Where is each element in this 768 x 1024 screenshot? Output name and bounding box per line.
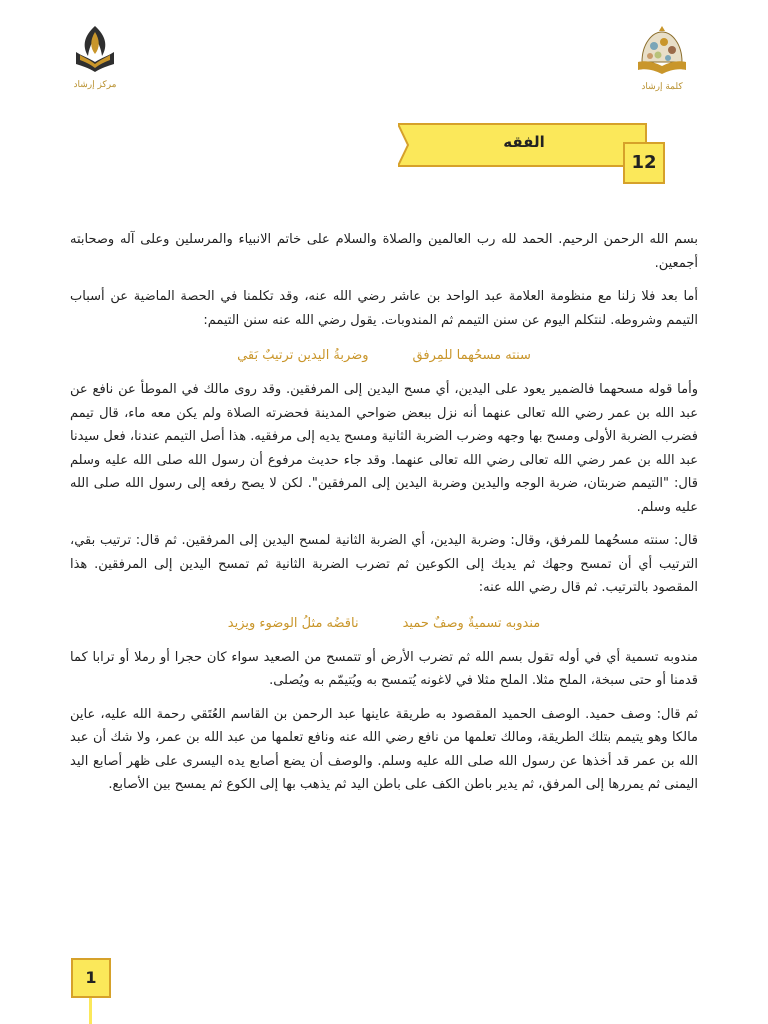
introduction-paragraph: أما بعد فلا زلنا مع منظومة العلامة عبد الواحد بن عاشر رضي الله عنه، وقد تكلمنا في الحصة الماضية عن أسباب التيمم وشروطه. لنتكلم اليوم عن سنن التيمم ثم المندوبات. يقول رضي الله عنه سنن التيمم: bbox=[70, 289, 698, 328]
kalimat-ershad-logo bbox=[632, 22, 692, 90]
left-logo-caption: مركز إرشاد bbox=[73, 80, 117, 90]
page-marker-line bbox=[89, 998, 92, 1024]
title-banner bbox=[398, 122, 650, 168]
explanation-paragraph: وأما قوله مسحهما فالضمير يعود على اليدين، أي مسح اليدين إلى المرفقين. وقد روى مالك في الموطأ عن نافع عن عبد الله بن عمر رضي الله تعالى عنهما أنه نزل ببعض ضواحي المدينة فحضرته الصلاة ولم يكن معه ماء، قال تيمم فضرب الضربة الأولى ومسح بها وجهه وضرب الضربة الثانية ومسح يديه إلى مرفقيه. هذا أصل التيمم عندنا، فعل سيدنا عبد الله بن عمر رضي الله تعالى رضي الله تعالى عنهما. وقد جاء حديث مرفوع أن رسول الله صلى الله عليه وسلم قال: "التيمم ضربتان، ضربة الوجه واليدين وضربة اليدين إلى المرفقين". لكن لا يصح رفعه إلى رسول الله صلى الله عليه وسلم. bbox=[70, 382, 698, 515]
ershad-center-logo bbox=[62, 22, 128, 88]
tasmiya-paragraph: مندوبه تسمية أي في أوله تقول بسم الله ثم تضرب الأرض أو تتمسح من الصعيد سواء كان حجرا أو رملا أو ترابا كما قدمنا أو حتى سبخة، الملح مثلا. الملح مثلا في لاغونه يُتمسح به ويُتيمّم به ويُصلى. bbox=[70, 649, 698, 688]
verse-first-hemistich: مندوبه تسميةٌ وصفٌ حميد bbox=[402, 615, 541, 631]
verse-second-hemistich: وضربةُ اليدين ترتيبٌ بَقي bbox=[237, 348, 369, 363]
verse-first-hemistich: سنته مسحُهما للمِرفق bbox=[412, 348, 531, 363]
poem-verse-sunan bbox=[70, 342, 698, 370]
lesson-body bbox=[70, 228, 698, 807]
verse-second-hemistich: ناقضُه مثلُ الوضوء ويزيد bbox=[227, 615, 359, 631]
description-paragraph: ثم قال: وصف حميد. الوصف الحميد المقصود به طريقة عاينها عبد الرحمن بن القاسم العُتَقي رحمة الله عليه، عاين مالكا وهو يتيمم بتلك الطريقة، ومالك تعلمها من نافع رضي الله عنه ونافع تعلمها من عبد الله بن عمر، ولا شك أن عبد الله بن عمر قد أخذها عن رسول الله صلى الله عليه وسلم. والوصف أن يضع أصابع يده اليسرى على ظهر أصابع اليد اليمنى ثم يمررها إلى المرفق، ثم يدير باطن الكف على باطن اليد ثم يذهب بها إلى الكوع ثم يمسح بين الأصابع. bbox=[70, 706, 698, 792]
mosaic-dome-book-logo-icon bbox=[632, 22, 692, 78]
section-title: الفقه bbox=[503, 133, 545, 151]
chapter-number-badge: 12 bbox=[623, 142, 665, 184]
opening-paragraph: بسم الله الرحمن الرحيم. الحمد لله رب العالمين والصلاة والسلام على خاتم الانبياء والمرسلين وعلى آله وصحابته أجمعين. bbox=[70, 232, 698, 271]
order-paragraph: قال: سنته مسحُهما للمرفق، وقال: وضربة اليدين، أي الضربة الثانية لمسح اليدين إلى المرفقين. ثم قال: ترتيب بقي، الترتيب أي أن تمسح وجهك ثم يديك إلى الكوعين ثم تضرب الضربة الثانية ثم تمسح اليدين إلى المرفقين. هذا المقصود بالترتيب. ثم قال رضي الله عنه: bbox=[70, 533, 698, 595]
poem-verse-mandub bbox=[70, 610, 698, 638]
page-number-badge: 1 bbox=[71, 958, 111, 998]
flame-book-logo-icon bbox=[62, 22, 128, 78]
right-logo-caption: كلمة إرشاد bbox=[641, 82, 683, 92]
